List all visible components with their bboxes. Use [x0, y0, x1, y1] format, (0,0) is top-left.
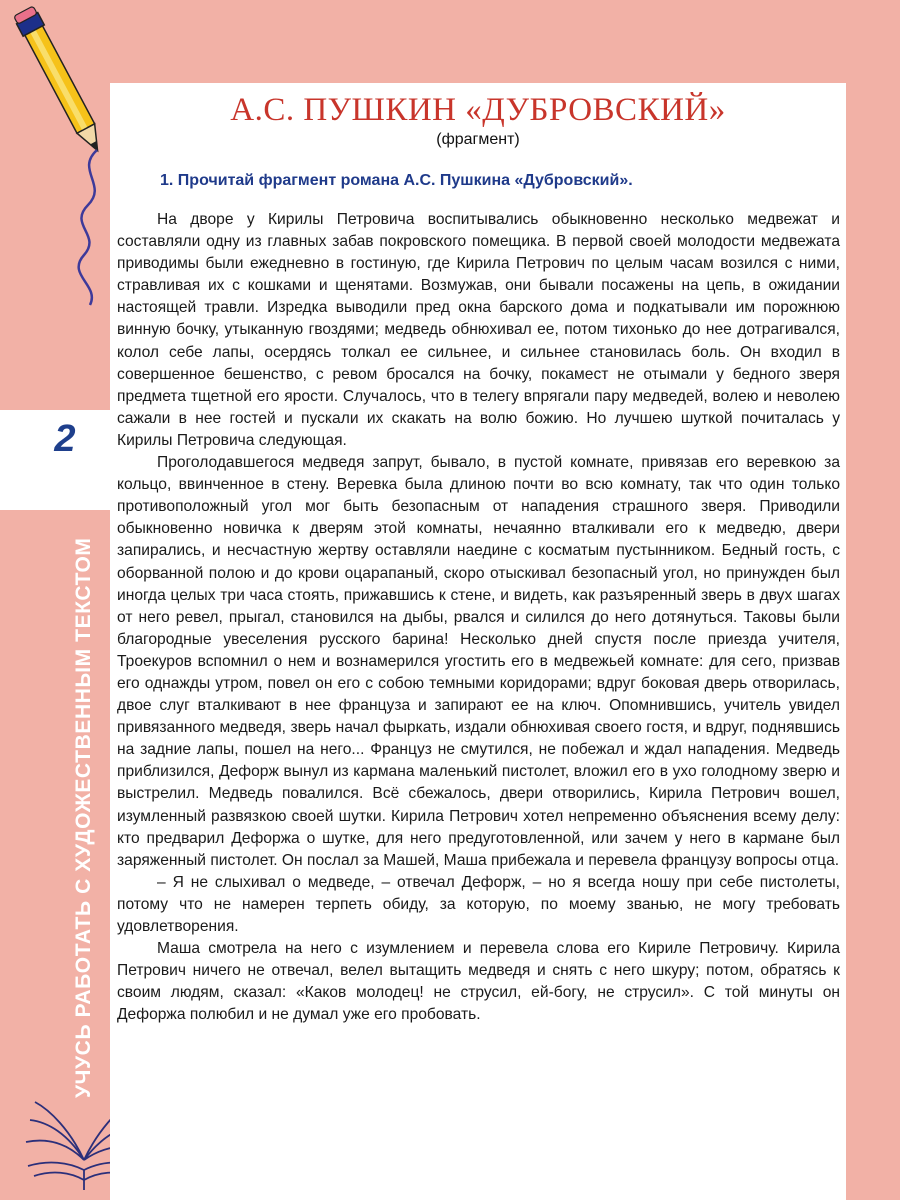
text-page: [110, 83, 846, 1200]
page-title: А.С. ПУШКИН «ДУБРОВСКИЙ»: [230, 92, 726, 128]
fragment-text: [117, 209, 840, 1026]
page-number: 2: [54, 418, 76, 460]
task-heading: 1. Прочитай фрагмент романа А.С. Пушкина «Дубровский».: [160, 172, 633, 189]
pencil-icon: [0, 0, 110, 320]
paragraph: – Я не слыхивал о медведе, – отвечал Дефорж, – но я всегда ношу при себе пистолеты, потому что не намерен терпеть обиду, за которую, по моему званью, не могу требовать удовлетворения.: [117, 873, 840, 935]
paragraph: На дворе у Кирилы Петровича воспитывались обыкновенно несколько медвежат и составляли одну из главных забав покровского помещика. В первой своей молодости медвежата приводимы были ежедневно в гостиную, где Кирила Петрович по целым часам возился с ними, стравливая их с кошками и щенятами. Возмужав, они бывали посажены на цепь, в ожидании настоящей травли. Изредка выводили пред окна барского дома и подкатывали им порожнюю винную бочку, утыканную гвоздями; медведь обнюхивал ее, потом тихонько до нее дотрагивался, колол себе лапы, осердясь толкал ее сильнее, и сильнее становилась боль. Он входил в совершенное бешенство, с ревом бросался на бочку, покамест не отымали у бедного зверя предмета тщетной его ярости. Случалось, что в телегу впрягали пару медведей, волею и неволею сажали в нее гостей и пускали их скакать на волю божию. Но лучшею шуткой почиталась у Кирилы Петровича следующая.: [117, 211, 840, 449]
section-label: УЧУСЬ РАБОТАТЬ С ХУДОЖЕСТВЕННЫМ ТЕКСТОМ: [72, 537, 95, 1098]
page-subtitle: (фрагмент): [436, 131, 520, 148]
paragraph: Маша смотрела на него с изумлением и перевела слова его Кириле Петровичу. Кирила Петрович ничего не отвечал, велел вытащить медведя и снять с него шкуру; потом, обратясь к своим людям, сказал: «Каков молодец! не струсил, ей-богу, не струсил». С той минуты он Дефоржа полюбил и не думал уже его пробовать.: [117, 940, 840, 1024]
paragraph: Проголодавшегося медведя запрут, бывало, в пустой комнате, привязав его веревкою за кольцо, ввинченное в стену. Веревка была длиною почти во всю комнату, так что один только противоположный угол мог быть безопасным от нападения страшного зверя. Приводили обыкновенно новичка к дверям этой комнаты, нечаянно вталкивали его к медведю, двери запирались, и несчастную жертву оставляли наедине с косматым пустынником. Бедный гость, с оборванной полою и до крови оцарапаный, скоро отыскивал безопасный угол, но принужден был иногда целых три часа стоять, прижавшись к стене, и видеть, как разъяренный зверь в двух шагах от него ревел, прыгал, становился на дыбы, рвался и силился до него дотянуться. Таковы были благородные увеселения русского барина! Несколько дней спустя после приезда учителя, Троекуров вспомнил о нем и вознамерился угостить его в медвежьей комнате: для сего, призвав его однажды утром, повел он его с собою темными коридорами; вдруг боковая дверь отворилась, двое слуг вталкивают в нее француза и запирают ее на ключ. Опомнившись, учитель увидел привязанного медведя, зверь начал фыркать, издали обнюхивая своего гостя, и вдруг, поднявшись на задние лапы, пошел на него... Француз не смутился, не побежал и ждал нападения. Медведь приблизился, Дефорж вынул из кармана маленький пистолет, вложил его в ухо голодному зверю и выстрелил. Медведь повалился. Всё сбежалось, двери отворились, Кирила Петрович вошел, изумленный развязкою своей шутки. Кирила Петрович хотел непременно объяснения всему делу: кто предварил Дефоржа о шутке, для него предуготовленной, или зачем у него в кармане был заряженный пистолет. Он послал за Машей, Маша прибежала и перевела французу вопросы отца.: [117, 454, 840, 869]
